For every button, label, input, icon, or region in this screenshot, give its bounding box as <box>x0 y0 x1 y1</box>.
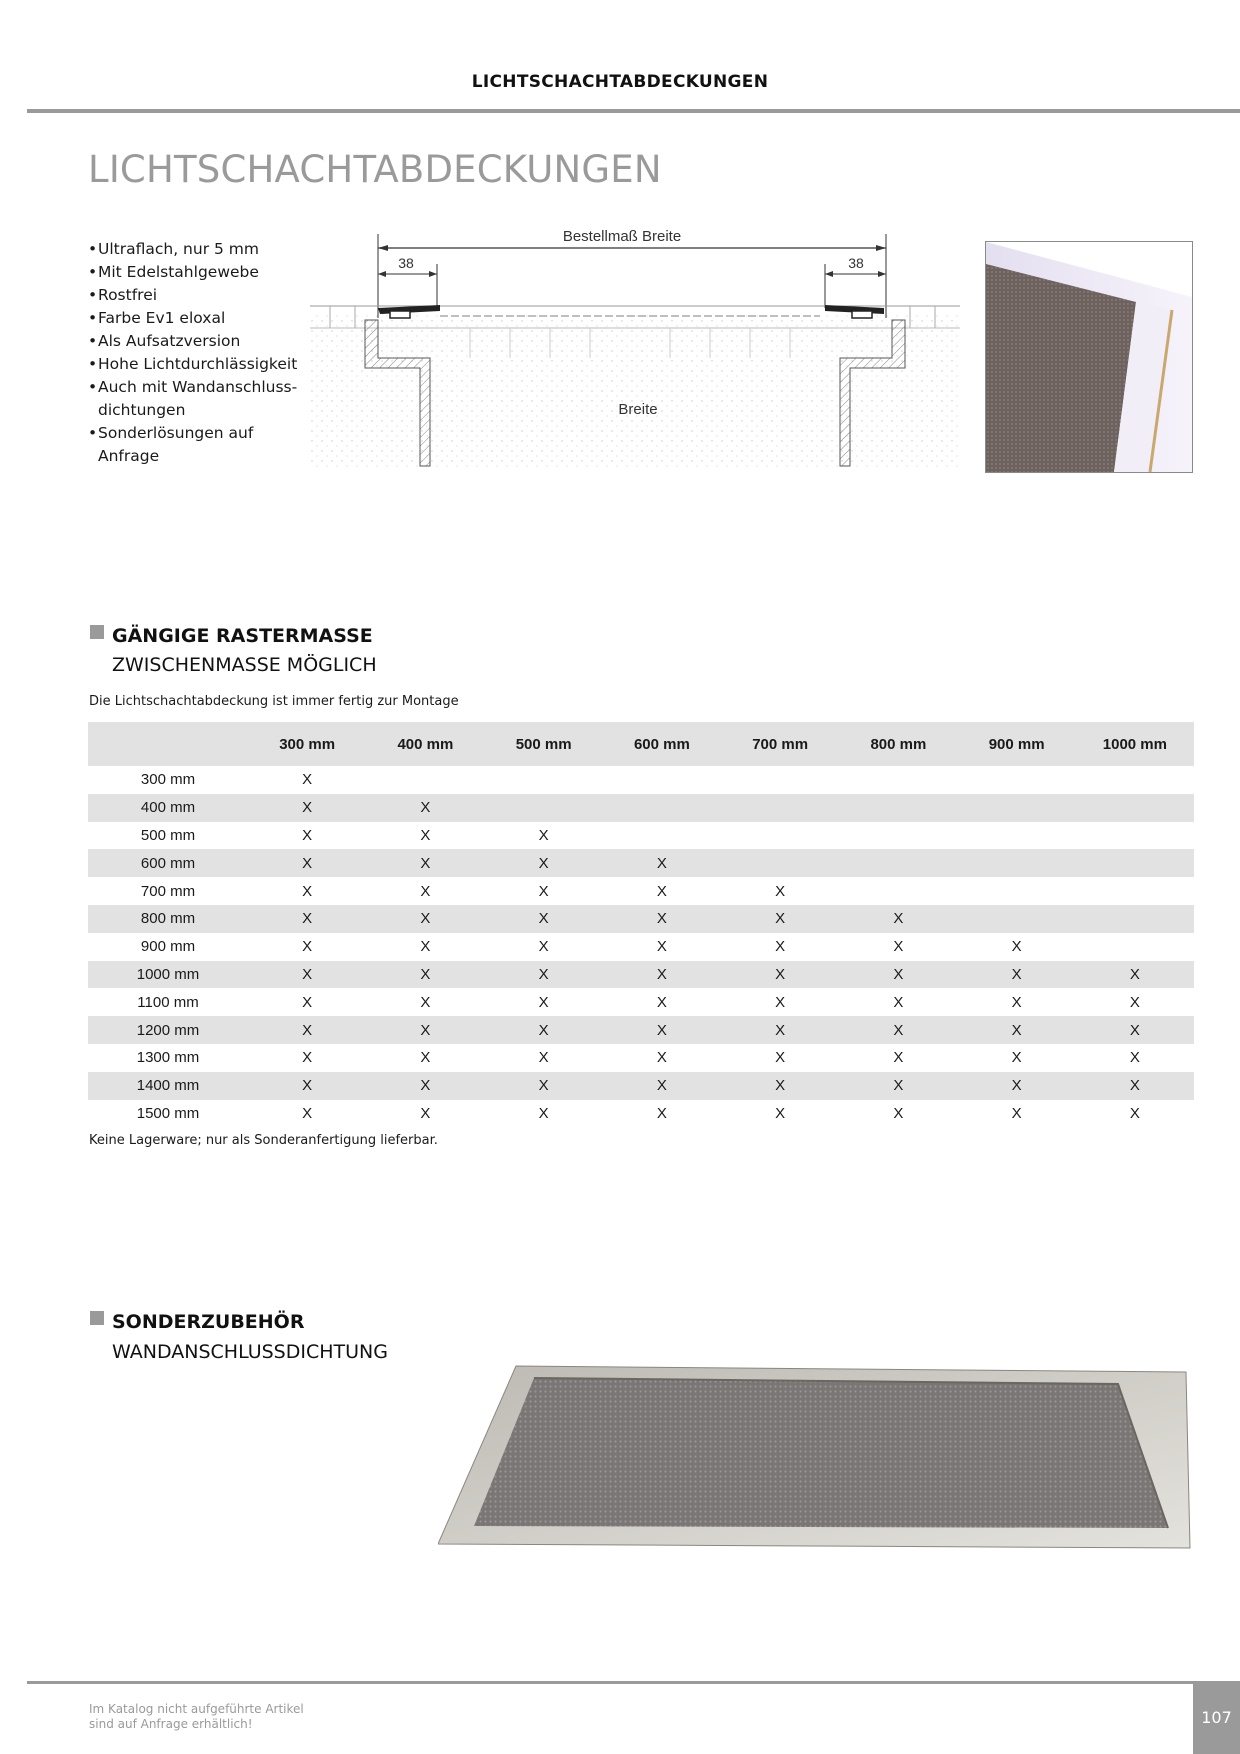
table-cell: X <box>893 1104 904 1122</box>
running-header: LICHTSCHACHTABDECKUNGEN <box>471 72 769 92</box>
table-cell: X <box>420 993 431 1011</box>
row-header-cell: 1000 mm <box>88 961 248 989</box>
table-row <box>88 766 1194 794</box>
table-cell <box>1076 794 1194 822</box>
table-cell: X <box>1076 1016 1194 1044</box>
table-cell: X <box>420 1104 431 1122</box>
table-cell <box>366 766 484 794</box>
table-cell: X <box>248 961 366 989</box>
table-row <box>88 877 1194 905</box>
table-cell: X <box>485 849 603 877</box>
table-cell: X <box>420 938 431 956</box>
table-cell: X <box>485 1072 603 1100</box>
table-cell: X <box>248 1072 366 1100</box>
table-cell: X <box>485 1016 603 1044</box>
grid-section-title: GÄNGIGE RASTERMASSE <box>112 625 373 647</box>
table-cell: X <box>893 1049 904 1067</box>
table-cell <box>603 766 721 794</box>
table-cell: X <box>603 905 721 933</box>
table-cell: X <box>1129 1104 1140 1122</box>
table-cell: X <box>420 826 431 844</box>
column-header: 500 mm <box>485 722 603 766</box>
table-row <box>88 933 1194 961</box>
table-cell: X <box>775 938 786 956</box>
column-header <box>88 722 248 766</box>
table-cell: X <box>1129 1049 1140 1067</box>
table-cell: X <box>538 882 549 900</box>
feature-item: • Farbe Ev1 eloxal <box>88 307 298 330</box>
table-cell: X <box>302 1104 313 1122</box>
table-cell: X <box>721 1072 839 1100</box>
table-cell: X <box>775 1049 786 1067</box>
table-cell: X <box>1011 993 1022 1011</box>
table-cell: X <box>656 1104 667 1122</box>
header-rule <box>27 109 1240 113</box>
table-cell <box>839 849 957 877</box>
table-cell: X <box>1011 1049 1022 1067</box>
table-cell <box>485 794 603 822</box>
table-cell: X <box>538 993 549 1011</box>
table-cell <box>958 849 1076 877</box>
table-cell: X <box>302 1049 313 1067</box>
table-cell: X <box>1076 961 1194 989</box>
table-cell: X <box>538 938 549 956</box>
table-row <box>88 849 1194 877</box>
table-row <box>88 1100 1194 1128</box>
footer-rule <box>27 1681 1193 1684</box>
row-header-cell: 1400 mm <box>88 1072 248 1100</box>
table-cell: X <box>366 905 484 933</box>
right-offset-label: 38 <box>848 255 864 271</box>
table-cell: X <box>603 849 721 877</box>
row-header-cell: 1100 mm <box>137 993 199 1011</box>
column-header: 1000 mm <box>1076 722 1194 766</box>
feature-list <box>88 238 298 468</box>
table-row <box>88 961 1194 989</box>
table-cell: X <box>721 961 839 989</box>
wall-seal-product-photo <box>438 1364 1194 1550</box>
table-cell <box>958 905 1076 933</box>
grid-intro-text: Die Lichtschachtabdeckung ist immer fertig zur Montage <box>89 694 459 709</box>
table-cell: X <box>302 771 313 789</box>
column-header: 300 mm <box>248 722 366 766</box>
table-cell <box>1076 877 1194 905</box>
table-cell: X <box>538 1049 549 1067</box>
table-cell: X <box>302 993 313 1011</box>
dimension-label: Bestellmaß Breite <box>562 228 682 245</box>
feature-item: • Als Aufsatzversion <box>88 330 298 353</box>
left-offset-label: 38 <box>398 255 414 271</box>
row-header-cell: 1200 mm <box>88 1016 248 1044</box>
feature-item: • Rostfrei <box>88 284 298 307</box>
row-header-cell: 1500 mm <box>136 1104 200 1122</box>
table-cell <box>958 794 1076 822</box>
table-cell <box>1076 849 1194 877</box>
table-cell: X <box>420 882 431 900</box>
cross-section-drawing <box>310 208 960 470</box>
width-label: Breite <box>618 401 658 418</box>
accessory-section-title: SONDERZUBEHÖR <box>112 1311 305 1333</box>
grid-section-subtitle: ZWISCHENMASSE MÖGLICH <box>112 654 377 676</box>
row-header-cell: 400 mm <box>88 794 248 822</box>
table-cell <box>721 794 839 822</box>
footer-note-line: Im Katalog nicht aufgeführte Artikel <box>89 1702 304 1716</box>
table-cell: X <box>603 961 721 989</box>
table-cell: X <box>775 993 786 1011</box>
table-cell <box>721 849 839 877</box>
table-cell: X <box>538 1104 549 1122</box>
table-cell: X <box>958 1072 1076 1100</box>
table-cell: X <box>1011 938 1022 956</box>
table-cell: X <box>775 1104 786 1122</box>
table-cell: X <box>775 882 786 900</box>
table-cell <box>603 822 721 850</box>
table-cell <box>603 794 721 822</box>
table-cell <box>721 766 839 794</box>
table-cell <box>1076 905 1194 933</box>
grid-footnote: Keine Lagerware; nur als Sonderanfertigung lieferbar. <box>89 1133 438 1148</box>
table-header-row <box>88 722 1194 766</box>
row-header-cell: 800 mm <box>88 905 248 933</box>
row-header-cell: 700 mm <box>140 882 196 900</box>
page-title: LICHTSCHACHTABDECKUNGEN <box>88 148 662 191</box>
table-cell: X <box>958 961 1076 989</box>
table-cell <box>839 822 957 850</box>
table-cell: X <box>366 849 484 877</box>
table-cell: X <box>1129 993 1140 1011</box>
table-body <box>88 766 1194 1127</box>
row-header-cell: 300 mm <box>140 771 196 789</box>
table-cell: X <box>656 938 667 956</box>
table-cell: X <box>656 1049 667 1067</box>
row-header-cell: 500 mm <box>140 826 196 844</box>
table-cell: X <box>893 938 904 956</box>
feature-item: • Sonderlösungen auf Anfrage <box>88 422 298 468</box>
section-marker <box>90 625 104 639</box>
table-row <box>88 988 1194 1016</box>
row-header-cell: 600 mm <box>88 849 248 877</box>
table-cell: X <box>485 905 603 933</box>
table-cell: X <box>603 1072 721 1100</box>
row-header-cell: 1300 mm <box>136 1049 200 1067</box>
table-cell <box>839 766 957 794</box>
column-header: 400 mm <box>366 722 484 766</box>
table-cell: X <box>302 882 313 900</box>
table-cell: X <box>420 1049 431 1067</box>
table-cell <box>1076 822 1194 850</box>
table-cell: X <box>839 1072 957 1100</box>
table-cell: X <box>603 1016 721 1044</box>
table-cell <box>839 877 957 905</box>
column-header: 900 mm <box>958 722 1076 766</box>
table-cell: X <box>302 938 313 956</box>
column-header: 800 mm <box>839 722 957 766</box>
table-cell: X <box>248 849 366 877</box>
table-cell: X <box>721 1016 839 1044</box>
footer-note-line: sind auf Anfrage erhältlich! <box>89 1717 253 1731</box>
table-cell <box>839 794 957 822</box>
feature-item: • Mit Edelstahlgewebe <box>88 261 298 284</box>
table-cell: X <box>248 905 366 933</box>
feature-item: • Ultraflach, nur 5 mm <box>88 238 298 261</box>
column-header: 700 mm <box>721 722 839 766</box>
feature-item: • Auch mit Wandanschluss- dichtungen <box>88 376 298 422</box>
footer-note <box>89 1702 304 1732</box>
accessory-section-subtitle: WANDANSCHLUSSDICHTUNG <box>112 1341 388 1363</box>
table-cell: X <box>538 826 549 844</box>
table-cell: X <box>366 1072 484 1100</box>
table-row <box>88 794 1194 822</box>
table-row <box>88 822 1194 850</box>
section-marker <box>90 1311 104 1325</box>
table-cell <box>1076 766 1194 794</box>
page-number: 107 <box>1193 1681 1240 1754</box>
table-cell: X <box>958 1016 1076 1044</box>
row-header-cell: 900 mm <box>140 938 196 956</box>
table-cell: X <box>1076 1072 1194 1100</box>
table-cell: X <box>302 826 313 844</box>
table-cell: X <box>839 1016 957 1044</box>
table-cell: X <box>366 794 484 822</box>
column-header: 600 mm <box>603 722 721 766</box>
table-row <box>88 1072 1194 1100</box>
table-row <box>88 1044 1194 1072</box>
table-cell <box>958 822 1076 850</box>
product-corner-photo <box>985 241 1193 473</box>
table-cell: X <box>721 905 839 933</box>
table-cell: X <box>839 905 957 933</box>
table-cell: X <box>1011 1104 1022 1122</box>
table-cell: X <box>248 794 366 822</box>
table-cell <box>721 822 839 850</box>
table-cell: X <box>656 993 667 1011</box>
table-cell: X <box>366 961 484 989</box>
table-cell <box>958 766 1076 794</box>
table-cell: X <box>366 1016 484 1044</box>
table-cell <box>485 766 603 794</box>
table-cell <box>958 877 1076 905</box>
table-row <box>88 905 1194 933</box>
table-cell <box>1076 933 1194 961</box>
table-row <box>88 1016 1194 1044</box>
size-grid-table <box>88 722 1194 1127</box>
feature-item: • Hohe Lichtdurchlässigkeit <box>88 353 298 376</box>
table-cell: X <box>656 882 667 900</box>
table-cell: X <box>839 961 957 989</box>
table-cell: X <box>248 1016 366 1044</box>
table-cell: X <box>485 961 603 989</box>
table-cell: X <box>893 993 904 1011</box>
